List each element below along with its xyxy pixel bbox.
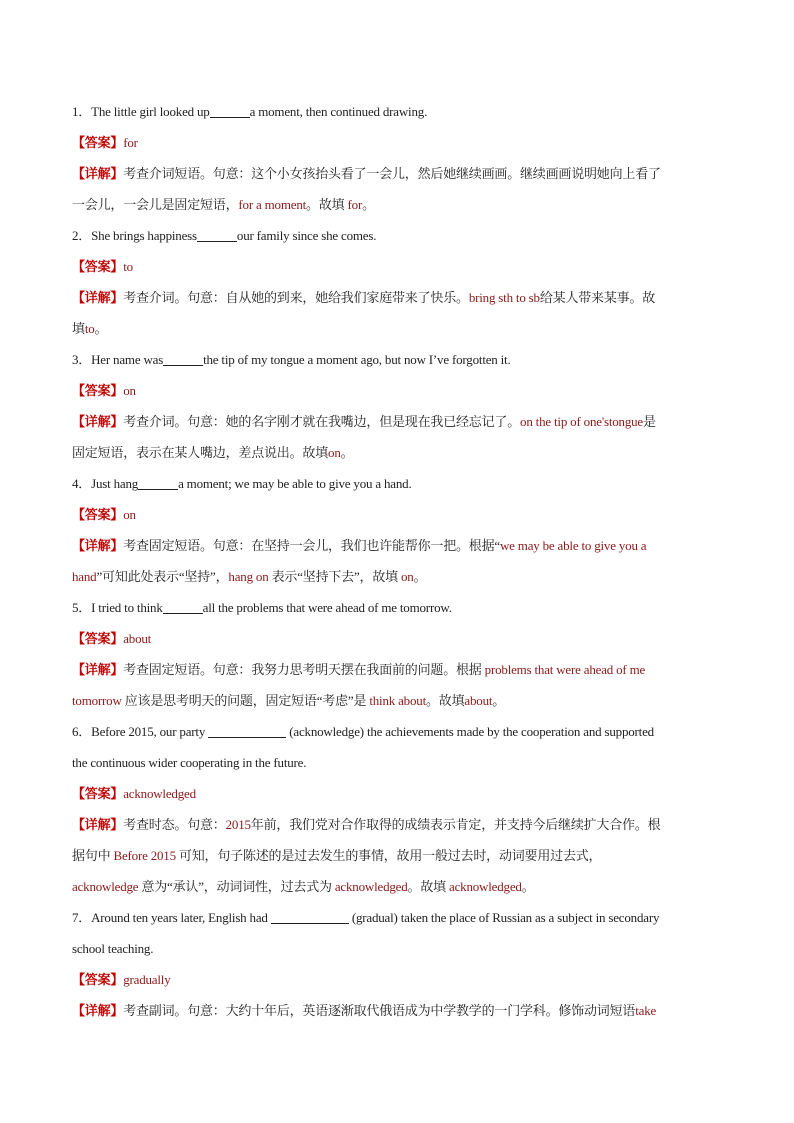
detail-highlight: on [401,569,414,584]
answer-value: on [123,507,136,522]
detail-text: 考查副词。句意：大约十年后，英语逐渐取代俄语成为中学教学的一门学科。修饰动词短语 [123,1003,636,1018]
detail-text: 填 [72,321,85,336]
detail-highlight: to [84,321,95,336]
detail-2-line-2 [72,313,722,344]
detail-text: 给某人带来某事。故 [539,290,656,305]
detail-text: 应该是思考明天的问题，固定短语“考虑”是 [124,693,367,708]
detail-text: 可知，句子陈述的是过去发生的事情，故用一般过去时，动词要用过去式， [178,848,602,863]
answer-blank [208,723,286,738]
question-text: all the problems that were ahead of me tomorrow. [202,600,452,615]
answer-tag: 【答案】 [72,135,124,150]
detail-text: 是 [643,414,656,429]
detail-highlight: for [347,197,363,212]
detail-highlight: acknowledged [449,879,522,894]
detail-6-line-1 [72,809,722,840]
question-text: Before 2015, our party [91,724,206,739]
detail-highlight: acknowledge [72,879,139,894]
answer-5 [72,623,722,654]
detail-2-line-1 [72,282,722,313]
question-text: the continuous wider cooperating in the future. [72,755,307,770]
detail-text: 。 [340,445,354,460]
document-page [72,96,722,1026]
detail-tag: 【详解】 [72,662,124,677]
answer-blank [210,103,250,118]
question-number: 7． [72,910,92,925]
question-text: The little girl looked up [91,104,210,119]
question-2 [72,220,722,251]
detail-highlight: think about [369,693,426,708]
detail-highlight: about [464,693,493,708]
detail-text: 。 [492,693,506,708]
question-text: a moment; we may be able to give you a hand. [178,476,412,491]
question-text: She brings happiness [91,228,197,243]
question-7 [72,902,722,933]
answer-value: for [123,135,138,150]
question-text: (gradual) taken the place of Russian as a subject in secondary [351,910,660,925]
question-7-line-2 [72,933,722,964]
answer-2 [72,251,722,282]
question-text: Around ten years later, English had [91,910,268,925]
detail-highlight: 2015 [225,817,251,832]
answer-value: acknowledged [123,786,196,801]
detail-1-line-2 [72,189,722,220]
question-3 [72,344,722,375]
answer-6 [72,778,722,809]
question-text: school teaching. [72,941,154,956]
detail-tag: 【详解】 [72,290,124,305]
detail-highlight: bring sth to sb [468,290,540,305]
answer-value: about [123,631,152,646]
detail-text: 。故填 [407,879,446,894]
answer-tag: 【答案】 [72,972,124,987]
question-text: (acknowledge) the achievements made by the cooperation and supported [289,724,654,739]
question-number: 6． [72,724,92,739]
answer-value: to [123,259,133,274]
answer-tag: 【答案】 [72,259,124,274]
detail-text: 。 [521,879,535,894]
detail-text: 。 [413,569,427,584]
question-6-line-2 [72,747,722,778]
detail-5-line-1 [72,654,722,685]
answer-tag: 【答案】 [72,507,124,522]
detail-tag: 【详解】 [72,166,124,181]
detail-text: 表示“坚持下去”，故填 [271,569,398,584]
detail-highlight: on [328,445,341,460]
detail-5-line-2 [72,685,722,716]
detail-tag: 【详解】 [72,414,124,429]
question-number: 3． [72,352,92,367]
detail-highlight: take [635,1003,657,1018]
detail-text: 。故填 [426,693,465,708]
detail-highlight: on the tip of one'stongue [520,414,644,429]
detail-highlight: tomorrow [72,693,122,708]
answer-blank [163,351,203,366]
detail-highlight: hang on [228,569,269,584]
question-text: I tried to think [91,600,163,615]
detail-text: 年前，我们党对合作取得的成绩表示肯定，并支持今后继续扩大合作。根 [250,817,661,832]
answer-tag: 【答案】 [72,631,124,646]
detail-text: 意为“承认”，动词词性，过去式为 [141,879,332,894]
answer-tag: 【答案】 [72,383,124,398]
answer-3 [72,375,722,406]
answer-1 [72,127,722,158]
detail-text: 一会儿，一会儿是固定短语， [72,197,239,212]
detail-highlight: hand [72,569,97,584]
question-number: 1． [72,104,92,119]
answer-tag: 【答案】 [72,786,124,801]
detail-highlight: we may be able to give you a [499,538,647,553]
detail-tag: 【详解】 [72,817,124,832]
detail-text: 据句中 [72,848,111,863]
detail-highlight: problems that were ahead of me [484,662,646,677]
question-6 [72,716,722,747]
question-text: a moment, then continued drawing. [249,104,428,119]
detail-1-line-1 [72,158,722,189]
detail-text: 考查介词短语。句意：这个小女孩抬头看了一会儿，然后她继续画画。继续画画说明她向上看了 [123,166,661,181]
question-5 [72,592,722,623]
detail-tag: 【详解】 [72,538,124,553]
detail-text: 考查固定短语。句意：我努力思考明天摆在我面前的问题。根据 [123,662,482,677]
detail-6-line-2 [72,840,722,871]
detail-text: 考查固定短语。句意：在坚持一会儿，我们也许能帮你一把。根据“ [123,538,500,553]
detail-text: 。 [362,197,375,212]
detail-4-line-2 [72,561,722,592]
detail-tag: 【详解】 [72,1003,124,1018]
detail-text: 。 [94,321,108,336]
question-number: 5． [72,600,92,615]
answer-value: on [123,383,136,398]
question-text: Just hang [91,476,139,491]
question-1 [72,96,722,127]
detail-highlight: acknowledged [334,879,408,894]
detail-text: 考查介词。句意：自从她的到来，她给我们家庭带来了快乐。 [123,290,469,305]
question-number: 2． [72,228,92,243]
detail-3-line-1 [72,406,722,437]
detail-7-line-1 [72,995,722,1026]
answer-blank [271,909,349,924]
question-4 [72,468,722,499]
answer-value: gradually [123,972,171,987]
detail-highlight: for a moment [238,197,307,212]
detail-highlight: Before 2015 [113,848,176,863]
detail-text: 固定短语，表示在某人嘴边，差点说出。故填 [72,445,329,460]
detail-text: 。故填 [306,197,345,212]
answer-blank [163,599,203,614]
question-number: 4． [72,476,92,491]
answer-blank [197,227,237,242]
answer-blank [138,475,178,490]
detail-text: ”可知此处表示“坚持”， [96,569,229,584]
detail-4-line-1 [72,530,722,561]
detail-text: 考查介词。句意：她的名字刚才就在我嘴边，但是现在我已经忘记了。 [123,414,521,429]
question-text: the tip of my tongue a moment ago, but now I’ve forgotten it. [203,352,511,367]
detail-3-line-2 [72,437,722,468]
detail-6-line-3 [72,871,722,902]
answer-7 [72,964,722,995]
question-text: Her name was [91,352,164,367]
answer-4 [72,499,722,530]
question-text: our family since she comes. [236,228,377,243]
detail-text: 考查时态。句意： [123,817,226,832]
